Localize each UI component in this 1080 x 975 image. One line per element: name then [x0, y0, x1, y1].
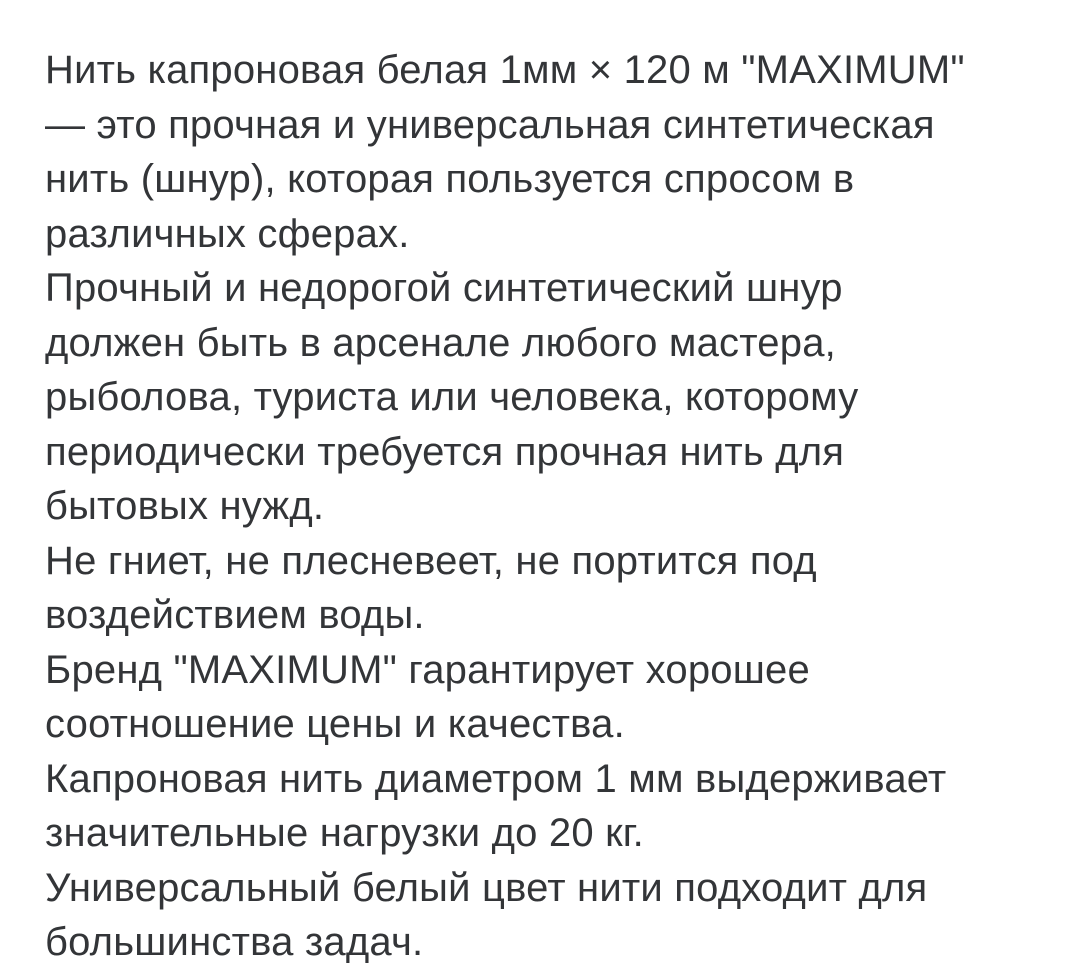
- description-paragraph: [45, 43, 1050, 261]
- description-line: — это прочная и универсальная синтетическая: [45, 102, 935, 147]
- description-line: рыболова, туриста или человека, которому: [45, 375, 859, 419]
- description-paragraph: [45, 861, 1050, 970]
- description-line: значительные нагрузки до 20 кг.: [45, 811, 644, 855]
- description-line: нить (шнур), которая пользуется спросом в: [45, 157, 855, 201]
- description-line: Нить капроновая белая 1мм × 120 м "MAXIMUM": [45, 48, 965, 92]
- description-line: бытовых нужд.: [45, 484, 325, 528]
- description-line: большинства задач.: [45, 920, 424, 964]
- description-line: соотношение цены и качества.: [45, 702, 625, 746]
- description-line: Не гниет, не плесневеет, не портится под: [45, 538, 817, 583]
- description-paragraph: [45, 643, 1050, 752]
- description-line: воздействием воды.: [45, 593, 425, 637]
- description-line: Универсальный белый цвет нити подходит для: [45, 865, 928, 910]
- description-paragraph: [45, 534, 1050, 643]
- description-line: периодически требуется прочная нить для: [45, 429, 845, 474]
- description-line: Капроновая нить диаметром 1 мм выдерживает: [45, 756, 947, 801]
- description-line: различных сферах.: [45, 211, 410, 256]
- description-line: должен быть в арсенале любого мастера,: [45, 320, 836, 365]
- description-line: Бренд "MAXIMUM" гарантирует хорошее: [45, 647, 810, 692]
- description-paragraph: [45, 261, 1050, 534]
- description-paragraph: [45, 752, 1050, 861]
- description-line: Прочный и недорогой синтетический шнур: [45, 266, 843, 310]
